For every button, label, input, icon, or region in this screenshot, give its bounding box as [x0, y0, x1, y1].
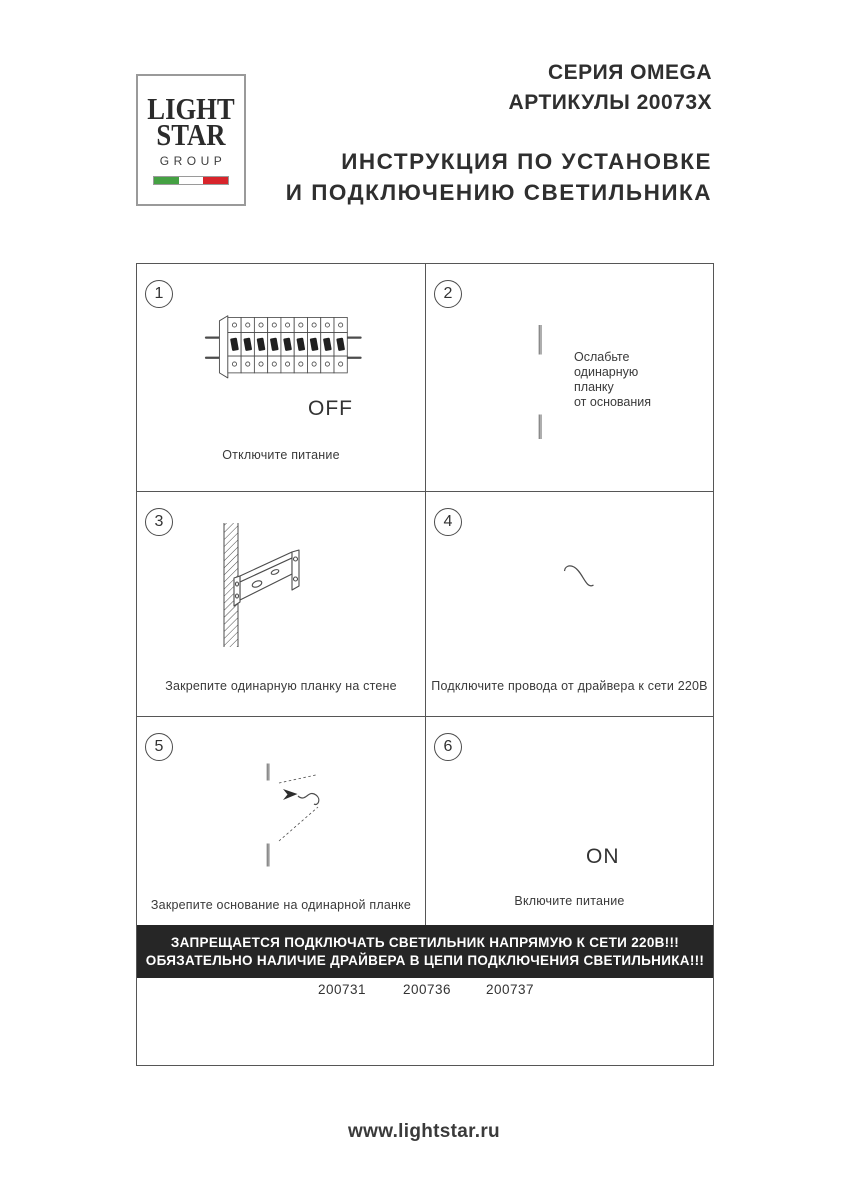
on-label: ON [586, 845, 620, 868]
article-code: 200736 [402, 982, 452, 997]
step-6-panel [426, 717, 713, 925]
page-title-line-2: И ПОДКЛЮЧЕНИЮ СВЕТИЛЬНИКА [285, 180, 712, 205]
step-3-caption: Закрепите одинарную планку на стене [165, 679, 397, 693]
step-number-badge [145, 733, 173, 761]
logo-word-light: LIGHT [147, 91, 235, 126]
alignment-dashed-lines [279, 775, 318, 842]
caption-line: от основания [574, 395, 652, 409]
lightstar-logo [136, 74, 246, 206]
step-number-badge [434, 733, 462, 761]
italian-flag-icon [153, 176, 229, 185]
mounting-bracket [234, 550, 299, 606]
warning-line-2: ОБЯЗАТЕЛЬНО НАЛИЧИЕ ДРАЙВЕРА В ЦЕПИ ПОДКЛЮЧЕНИЯ СВЕТИЛЬНИКА!!! [145, 952, 705, 968]
step-number: 3 [154, 513, 164, 530]
step-1-caption: Отключите питание [222, 448, 340, 462]
screw-shaft-bottom [539, 415, 541, 440]
caption-line: Ослабьте [574, 350, 630, 364]
flag-green-stripe [154, 177, 179, 184]
article-code: 200731 [317, 982, 367, 997]
step-number-badge [145, 508, 173, 536]
warning-line-1: ЗАПРЕЩАЕТСЯ ПОДКЛЮЧАТЬ СВЕТИЛЬНИК НАПРЯМУЮ К СЕТИ 220В!!! [170, 935, 680, 950]
step-5-illustration [137, 717, 425, 925]
driver-wire [565, 566, 594, 586]
qr-code [486, 1001, 534, 1049]
page-title-line-1: ИНСТРУКЦИЯ ПО УСТАНОВКЕ [341, 149, 712, 174]
step-number-badge [434, 508, 462, 536]
step-2-illustration [426, 264, 713, 491]
article-qr-row [137, 978, 713, 1064]
screw-shaft-top [539, 325, 541, 355]
article-code: 200737 [485, 982, 535, 997]
article-item [382, 982, 472, 1049]
step-4-panel [426, 492, 713, 716]
qr-code [318, 1001, 366, 1049]
article-numbers-line: АРТИКУЛЫ 20073Х [508, 91, 712, 114]
instruction-grid [136, 263, 714, 1066]
step-number: 1 [154, 285, 164, 302]
screw-shaft-bottom [267, 844, 269, 867]
step-number: 2 [443, 285, 453, 302]
flag-white-stripe [179, 177, 204, 184]
driver-wire [298, 793, 319, 804]
article-item [465, 982, 555, 1049]
step-number: 5 [154, 738, 164, 755]
step-5-caption: Закрепите основание на одинарной планке [150, 898, 412, 912]
step-number-badge [145, 280, 173, 308]
header [286, 58, 712, 208]
step-3-panel [137, 492, 425, 716]
step-5-panel [137, 717, 425, 925]
off-label: OFF [308, 397, 353, 420]
step-4-caption: Подключите провода от драйвера к сети 220В [431, 679, 708, 693]
series-name: СЕРИЯ OMEGA [547, 61, 712, 84]
step-2-caption [574, 350, 651, 410]
direction-arrow [283, 789, 298, 800]
website-url: www.lightstar.ru [348, 1121, 500, 1142]
step-2-panel [426, 264, 713, 491]
step-number: 6 [443, 738, 453, 755]
step-6-caption: Включите питание [514, 894, 625, 908]
logo-word-star: STAR [156, 117, 226, 152]
caption-line: планку [574, 380, 614, 394]
screw-shaft-top [267, 764, 269, 781]
step-number: 4 [443, 513, 453, 530]
circuit-breaker-off-illustration [206, 316, 361, 378]
qr-code [403, 1001, 451, 1049]
caption-line: одинарную [574, 365, 639, 379]
step-number-badge [434, 280, 462, 308]
flag-red-stripe [203, 177, 228, 184]
article-item [297, 982, 387, 1049]
warning-banner [137, 925, 713, 978]
step-1-panel [137, 264, 425, 491]
logo-word-group: GROUP [159, 154, 227, 168]
